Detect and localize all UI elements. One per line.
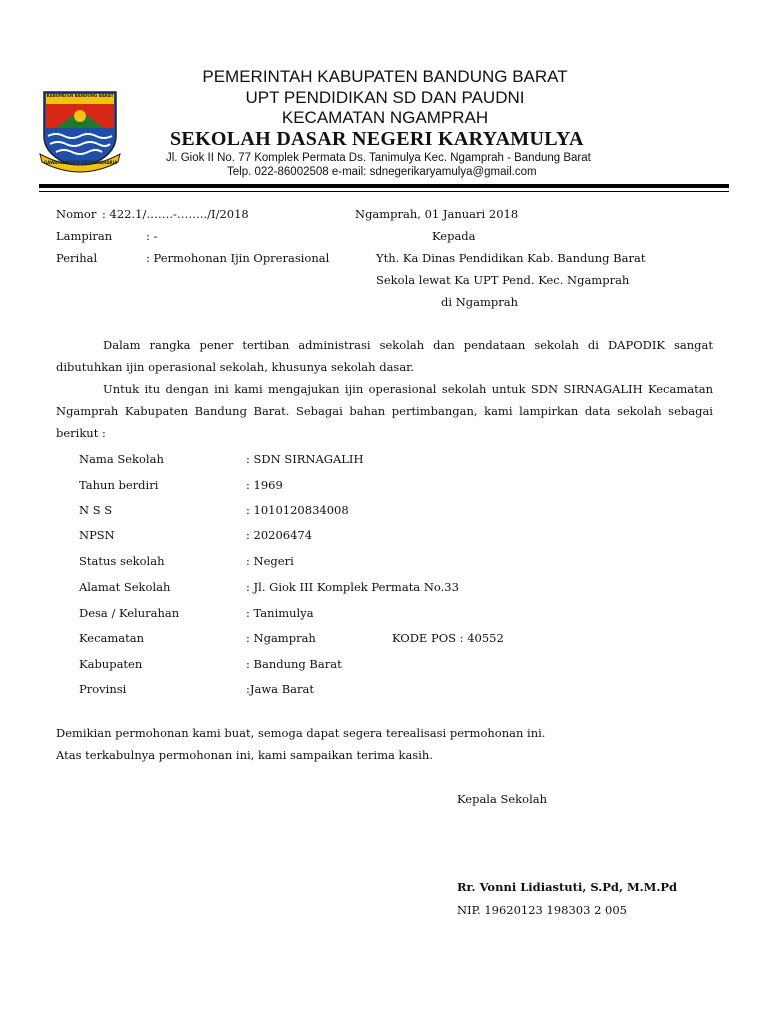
logo-motto-text: GAWAHA MUKTI KERTA RAHARJA — [44, 160, 118, 165]
recipient-kepada: Kepada — [432, 229, 476, 243]
letterhead-contact: Telp. 022-86002508 e-mail: sdnegerikaryamulya@gmail.com — [227, 166, 537, 178]
closing-line-2: Atas terkabulnya permohonan ini, kami sampaikan terima kasih. — [56, 748, 433, 762]
letterhead-rule-thick — [39, 184, 729, 188]
field-label-tahun-berdiri: Tahun berdiri — [79, 478, 159, 492]
field-value-desa-kelurahan: : Tanimulya — [246, 606, 314, 620]
recipient-line2: Sekola lewat Ka UPT Pend. Kec. Ngamprah — [376, 273, 630, 287]
field-value-tahun-berdiri: : 1969 — [246, 478, 283, 492]
field-label-status-sekolah: Status sekolah — [79, 554, 165, 568]
letterhead-kecamatan: KECAMATAN NGAMPRAH — [281, 108, 489, 127]
field-label-nss: N S S — [79, 503, 113, 517]
regency-logo — [38, 88, 122, 174]
paragraph-2-line-3: berikut : — [56, 426, 106, 440]
nomor-value: : 422.1/…….-……../I/2018 — [102, 207, 249, 221]
field-value-alamat-sekolah: : Jl. Giok III Komplek Permata No.33 — [246, 580, 459, 594]
letterhead-address: Jl. Giok II No. 77 Komplek Permata Ds. Tanimulya Kec. Ngamprah - Bandung Barat — [166, 152, 591, 164]
place-date: Ngamprah, 01 Januari 2018 — [355, 207, 519, 221]
field-value-provinsi: :Jawa Barat — [246, 682, 314, 696]
perihal-label: Perihal — [56, 251, 98, 265]
field-label-desa-kelurahan: Desa / Kelurahan — [79, 606, 180, 620]
field-label-npsn: NPSN — [79, 528, 115, 542]
paragraph-2-line-1: Untuk itu dengan ini kami mengajukan ijin operasional sekolah untuk SDN SIRNAGALIH Kecamatan — [103, 382, 713, 396]
paragraph-2-line-2: Ngamprah Kabupaten Bandung Barat. Sebagai bahan pertimbangan, kami lampirkan data sekolah sebagai — [56, 404, 713, 418]
field-value-npsn: : 20206474 — [246, 528, 313, 542]
letterhead-government: PEMERINTAH KABUPATEN BANDUNG BARAT — [202, 67, 568, 86]
field-value-kabupaten: : Bandung Barat — [246, 657, 342, 671]
lampiran-label: Lampiran — [56, 229, 113, 243]
kode-pos: KODE POS : 40552 — [392, 631, 504, 645]
field-value-status-sekolah: : Negeri — [246, 554, 294, 568]
perihal-value: : Permohonan Ijin Oprerasional — [146, 251, 330, 265]
letterhead-rule-thin — [39, 191, 729, 192]
letterhead-school-name: SEKOLAH DASAR NEGERI KARYAMULYA — [170, 128, 584, 150]
field-value-nama-sekolah: : SDN SIRNAGALIH — [246, 452, 364, 466]
field-label-kecamatan: Kecamatan — [79, 631, 145, 645]
field-label-provinsi: Provinsi — [79, 682, 127, 696]
field-value-kecamatan: : Ngamprah — [246, 631, 316, 645]
paragraph-1-line-2: dibutuhkan ijin operasional sekolah, khusunya sekolah dasar. — [56, 360, 415, 374]
recipient-line1: Yth. Ka Dinas Pendidikan Kab. Bandung Barat — [376, 251, 646, 265]
signature-title: Kepala Sekolah — [457, 792, 548, 806]
signature-nip: NIP. 19620123 198303 2 005 — [457, 903, 627, 917]
field-label-kabupaten: Kabupaten — [79, 657, 143, 671]
field-label-alamat-sekolah: Alamat Sekolah — [79, 580, 171, 594]
closing-line-1: Demikian permohonan kami buat, semoga dapat segera terealisasi permohonan ini. — [56, 726, 546, 740]
recipient-line3: di Ngamprah — [441, 295, 519, 309]
field-label-nama-sekolah: Nama Sekolah — [79, 452, 164, 466]
field-value-nss: : 1010120834008 — [246, 503, 349, 517]
paragraph-1-line-1: Dalam rangka pener tertiban administrasi sekolah dan pendataan sekolah di DAPODIK sangat — [103, 338, 713, 352]
signature-name: Rr. Vonni Lidiastuti, S.Pd, M.M.Pd — [457, 880, 678, 894]
nomor-label: Nomor — [56, 207, 97, 221]
lampiran-value: : - — [146, 229, 158, 243]
logo-banner-text: KABUPATEN BANDUNG BARAT — [46, 93, 114, 98]
letterhead-upt: UPT PENDIDIKAN SD DAN PAUDNI — [245, 88, 525, 107]
